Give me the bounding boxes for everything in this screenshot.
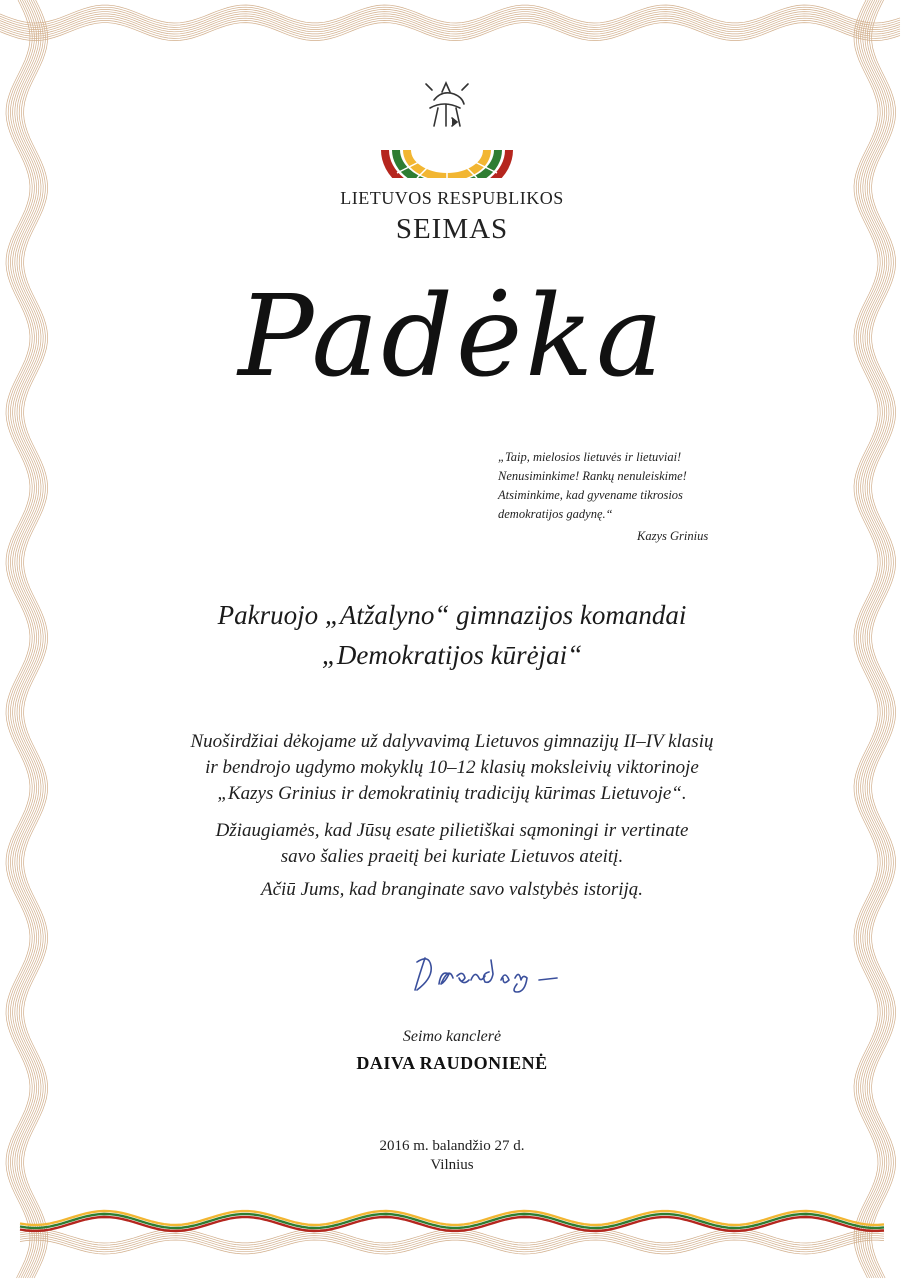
body-line: savo šalies praeitį bei kuriate Lietuvos ateitį. [280,846,624,867]
recipient-line2: „Demokratijos kūrėjai“ [321,640,583,670]
body-paragraph-1 [0,729,904,807]
quote-line: demokratijos gadynę.“ [498,507,613,521]
issuer-name-line2: SEIMAS [395,213,509,245]
body-line: „Kazys Grinius ir demokratinių tradicijų kūrimas Lietuvoje“. [217,783,687,804]
body-line: Nuoširdžiai dėkojame už dalyvavimą Lietuvos gimnazijų II–IV klasių [190,731,714,752]
issue-place: Vilnius [430,1157,474,1173]
recipient-line1: Pakruojo „Atžalyno“ gimnazijos komandai [217,600,687,630]
vytis-knight-icon [426,83,468,126]
seimas-emblem [372,78,522,178]
body-paragraph-2 [0,818,904,870]
epigraph-quote [498,448,738,524]
signatory-role: Seimo kanclerė [402,1028,502,1045]
quote-line: „Taip, mielosios lietuvės ir lietuviai! [498,450,682,464]
body-line: Džiaugiamės, kad Jūsų esate pilietiškai sąmoningi ir vertinate [215,820,689,841]
body-line: ir bendrojo ugdymo mokyklų 10–12 klasių moksleivių viktorinoje [205,757,699,778]
body-paragraph-3: Ačiū Jums, kad branginate savo valstybės istoriją. [260,879,644,900]
document-title: Padėka [238,272,666,402]
quote-author: Kazys Grinius [637,529,709,543]
handwritten-signature [405,950,595,1000]
quote-line: Nenusiminkime! Rankų nenuleiskime! [498,469,687,483]
issuer-name-line1: LIETUVOS RESPUBLIKOS [340,188,564,208]
quote-line: Atsiminkime, kad gyvename tikrosios [498,488,683,502]
signatory-name: DAIVA RAUDONIENĖ [356,1053,548,1073]
issue-date: 2016 m. balandžio 27 d. [379,1138,525,1154]
